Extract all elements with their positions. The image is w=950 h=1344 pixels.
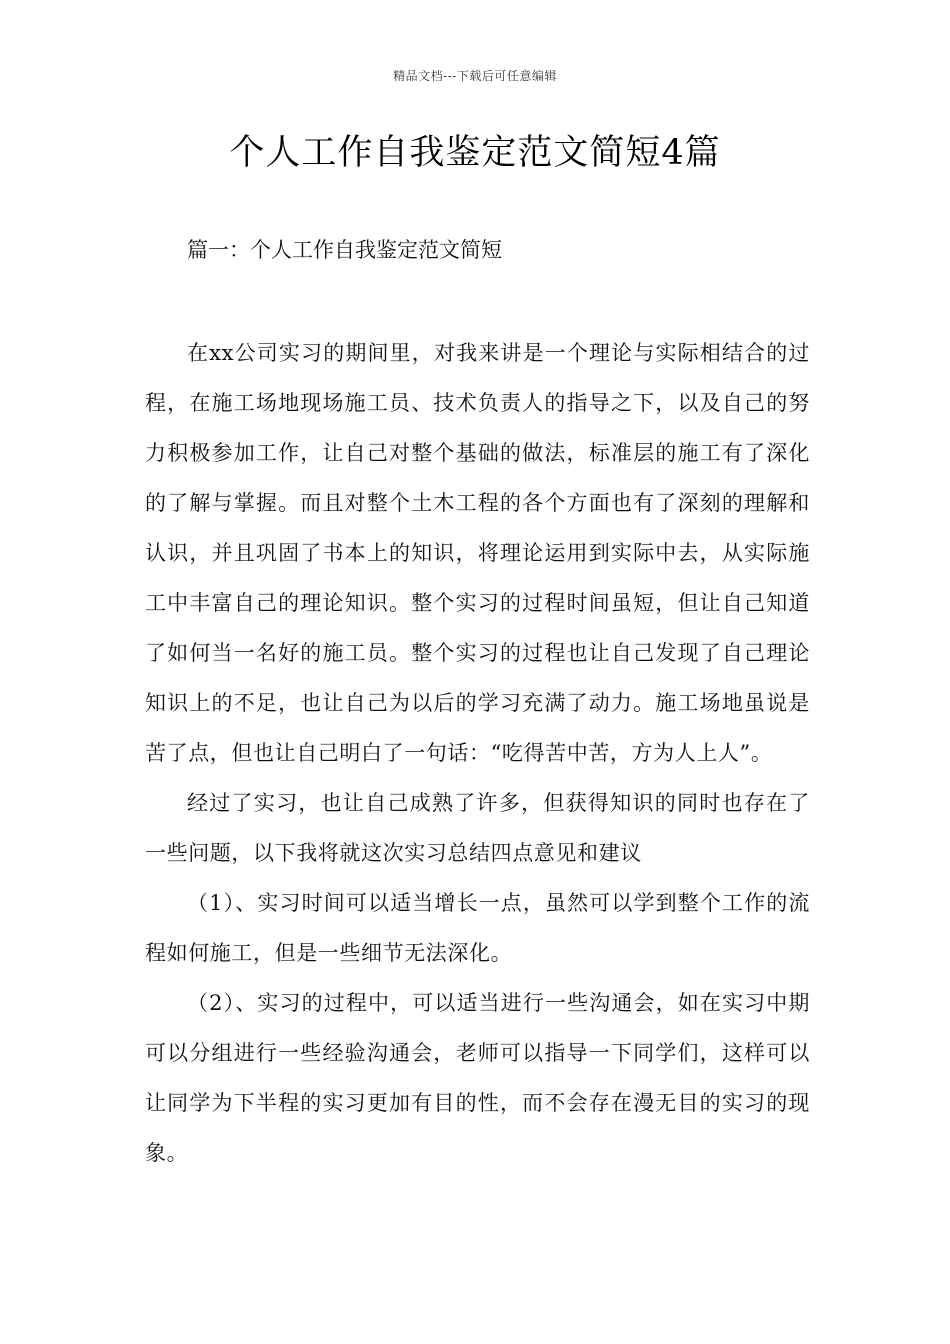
document-title: 个人工作自我鉴定范文简短4篇 [229,133,721,173]
document-body [145,228,810,1178]
body-paragraph: 在xx公司实习的期间里，对我来讲是一个理论与实际相结合的过程，在施工场地现场施工员、技术负责人的指导之下，以及自己的努力积极参加工作，让自己对整个基础的做法，标准层的施工有了深化的了解与掌握。而且对整个土木工程的各个方面也有了深刻的理解和认识，并且巩固了书本上的知识，将理论运用到实际中去，从实际施工中丰富自己的理论知识。整个实习的过程时间虽短，但让自己知道了如何当一名好的施工员。整个实习的过程也让自己发现了自己理论知识上的不足，也让自己为以后的学习充满了动力。施工场地虽说是苦了点，但也让自己明白了一句话：“吃得苦中苦，方为人上人”。 [145,341,810,765]
body-paragraph: （1）、实习时间可以适当增长一点，虽然可以学到整个工作的流程如何施工，但是一些细节无法深化。 [145,891,810,965]
body-paragraph: 经过了实习，也让自己成熟了许多，但获得知识的同时也存在了一些问题，以下我将就这次实习总结四点意见和建议 [145,791,810,865]
body-paragraph: （2）、实习的过程中，可以适当进行一些沟通会，如在实习中期可以分组进行一些经验沟通会，老师可以指导一下同学们，这样可以让同学为下半程的实习更加有目的性，而不会存在漫无目的实习的现象。 [145,991,810,1165]
header-note: 精品文档---下载后可任意编辑 [393,69,557,83]
section-heading: 篇一：个人工作自我鉴定范文简短 [187,238,502,262]
